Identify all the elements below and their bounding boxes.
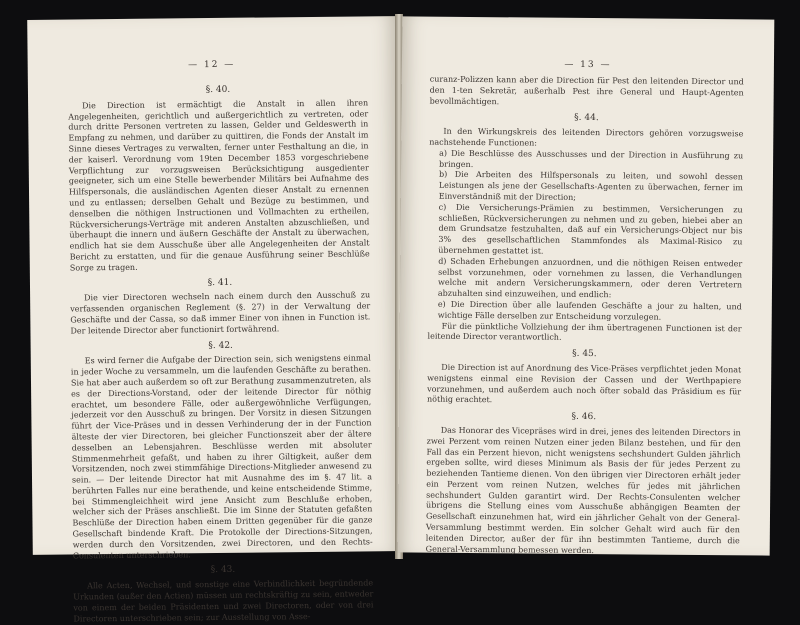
section-heading: §. 46. (571, 411, 597, 423)
section-heading: §. 44. (574, 113, 599, 124)
section-text: Die vier Directoren wechseln nach einem durch den Ausschuß zu verfassenden organischen Reglement (§. 27) in der Verwaltung der Geschäfte und der Cassa, so daß immer Einer von ihnen in Function ist. Der leitende Director aber functionirt fortwährend. (70, 290, 371, 336)
section-heading: §. 41. (207, 277, 233, 288)
section-text: Die Direction ist ermächtigt die Anstalt in allen ihren Angelegenheiten, gerichtlich und außergerichtlich zu vertreten, oder durch dritte Personen vertreten zu lassen, Gelder und Geldeswerth in Empfang zu nehmen, und darüber zu quittiren, die Fonds der Anstalt im Sinne dieses Vertrages zu verwalten, ferner unter Festhaltung an die, in der kaiserl. Verordnung vom 19ten December 1853 vorgeschriebene Verpflichtung zur vorzugsweisen Berücksichtigung ausgedienter geeigneter, sich um eine Stelle bewerbender Militärs bei Aufnahme des Hilfspersonals, die ausländischen Agenten dieser Anstalt zu ernennen und zu entlassen; derselben Gehalt und Bezüge zu bestimmen, und denselben die nöthigen Instructionen und Vollmachten zu ertheilen, Rückversicherungs-Verträge mit anderen Anstalten abzuschließen, und überhaupt die innern und äußern Geschäfte der Anstalt zu überwachen, endlich hat sie dem Ausschuße über alle Angelegenheiten der Anstalt Bericht zu erstatten, und für die genaue Ausführung seiner Beschlüße Sorge zu tragen. (68, 98, 370, 273)
section-heading: §. 40. (205, 84, 231, 96)
section-text: Es wird ferner die Aufgabe der Direction sein, sich wenigstens einmal in jeder Woche zu versammeln, um die laufenden Geschäfte zu berathen. Sie hat aber auch außerdem so oft zur Berathung zusammenzutreten, als es der Directions-Vorstand, oder der leitende Director für nöthig erachtet, um besondere Fälle, oder außergewöhnliche Verfügungen, jederzeit vor den Ausschuß zu bringen. Der Vorsitz in diesen Sitzungen führt der Vice-Präses und in dessen Verhinderung der in der Function älteste der vier Directoren, bei gleicher Functionszeit aber der ältere desselben an Lebensjahren. Beschlüsse werden mit absoluter Stimmenmehrheit gefaßt, und haben zu ihrer Giltigkeit, außer dem Vorsitzenden, noch zwei stimmfähige Directions-Mitglieder anwesend zu sein. — Der leitende Director hat mit Ausnahme des im §. 47 lit. a berührten Falles nur eine berathende, und keine entscheidende Stimme, bei Stimmengleichheit wird jene Ansicht zum Beschluße erhoben, welcher sich der Präses anschließt. Die im Sinne der Statuten gefaßten Beschlüße der Direction haben einem Dritten gegenüber für die ganze Gesellschaft bindende Kraft. Die Protokolle der Directions-Sitzungen, werden durch den Vorsitzenden, zwei Directoren, und den Rechts-Consulenten unterschrieben. (70, 353, 373, 561)
left-page (27, 16, 401, 624)
section-text: Alle Acten, Wechsel, und sonstige eine Verbindlichkeit begründende Urkunden (außer den Actien) müssen um rechtskräftig zu sein, entweder von einem der beiden Präsidenten und zwei Directoren, oder von drei Directoren unterschrieben sein; zur Ausstellung von Asse- (73, 578, 374, 624)
section-heading: §. 43. (210, 565, 236, 576)
function-list (428, 148, 743, 323)
list-item: d) Schaden Erhebungen anzuordnen, und die nöthigen Reisen entweder selbst vorzunehmen, oder vornehmen zu lassen, die Verhandlungen welche mit andern Versicherungskammern, oder deren Vertretern abzuhalten sind einzuweihen, und endlich: (437, 256, 743, 300)
page-number: — 13 — (564, 59, 612, 71)
section-text: Die Direction ist auf Anordnung des Vice-Präses verpflichtet jeden Monat wenigstens einmal eine Revision der Cassen und der Werthpapiere vorzunehmen, und außerdem auch noch öfter sobald das Präsidium es für nöthig erachtet. (426, 362, 742, 405)
section-heading: §. 45. (572, 349, 597, 360)
list-item: b) Die Arbeiten des Hilfspersonals zu leiten, und sowohl dessen Leistungen als jene der Gesellschafts-Agenten zu überwachen, ferner im Einverständniß mit der Direction; (438, 170, 743, 202)
right-page (398, 16, 775, 555)
continuation-text: curanz-Polizzen kann aber die Direction für Pest den leitenden Director und den 1-ten Sekretär, außerhalb Pest ihre General und Haupt-Agenten bevollmächtigen. (429, 74, 744, 106)
left-page-body (68, 78, 374, 625)
section-lead: In den Wirkungskreis des leitenden Directors gehören vorzugsweise nachstehende Functionen: (429, 126, 744, 148)
page-number: — 12 — (188, 59, 236, 71)
list-item: a) Die Beschlüsse des Ausschusses und der Direction in Ausführung zu bringen. (439, 148, 744, 169)
list-item: e) Die Direction über alle laufenden Geschäfte a jour zu halten, und wichtige Fälle derselben zur Entscheidung vorzulegen. (437, 299, 742, 322)
list-item: c) Die Versicherungs-Prämien zu bestimmen, Versicherungen zu schließen, Rückversicherungen zu nehmen und zu geben, hiebei aber an dem Grundsatze festzuhalten, daß auf ein Versicherungs-Object nur bis 3% des gesellschaftlichen Stammfondes als Maximal-Risico zu übernehmen gestattet ist. (438, 202, 743, 256)
section-heading: §. 42. (208, 340, 233, 351)
section-closing: Für die pünktliche Vollziehung der ihm übertragenen Functionen ist der leitende Director verantwortlich. (427, 321, 742, 343)
right-page-body (426, 75, 744, 558)
section-text: Das Honorar des Vicepräses wird in drei, jenes des leitenden Directors in zwei Perzent vom reinen Nutzen einer jeden Bilanz bestehen, und für den Fall das ein Perzent hievon, nicht wenigstens sechshundert Gulden jährlich ergeben sollte, wird dieses Minimum als Basis der für jedes Perzent zu beziehenden Tantieme dienen. Von den übrigen vier Directoren erhält jeder ein Perzent vom reinen Nutzen, welches für jedes mit jährlichen sechshundert Gulden garantirt wird. Der Rechts-Consulenten welcher übrigens die Stellung eines vom Ausschuße abhängigen Beamten der Gesellschaft einzunehmen hat, wird ein jährlicher Gehalt von der General-Versammlung bestimmt werden. Ein solcher Gehalt wird auch für den leitenden Director, außer der für ihn bestimmten Tantieme, durch die General-Versammlung bemessen werden. (425, 425, 741, 555)
